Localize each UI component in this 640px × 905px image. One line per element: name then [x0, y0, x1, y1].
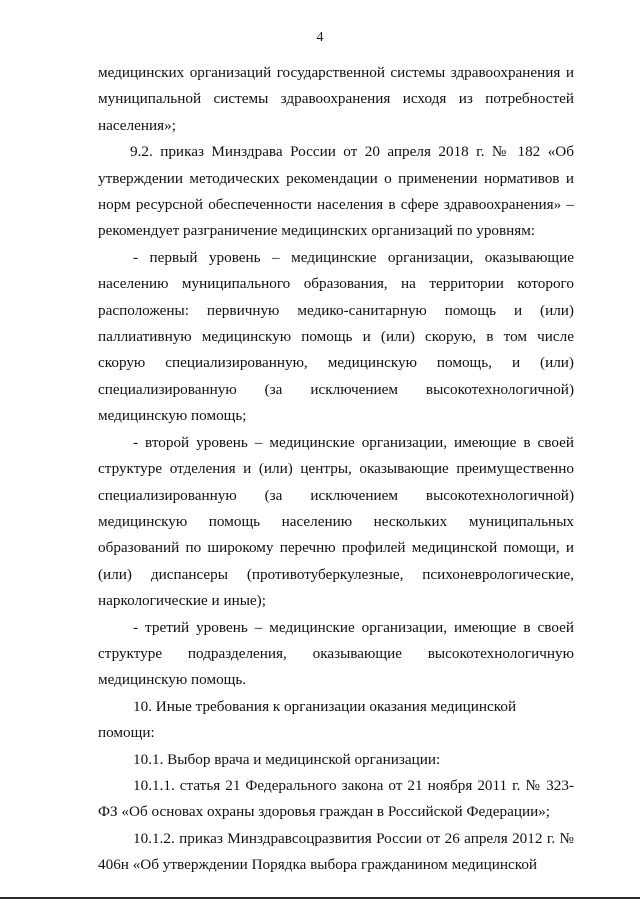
section-10-heading: 10. Иные требования к организации оказания медицинской помощи: — [98, 697, 517, 742]
page-number: 4 — [316, 30, 324, 45]
paragraph-10-1-2: 10.1.2. приказ Минздравсоцразвития России от 26 апреля 2012 г. № 406н «Об утверждении Порядка выбора гражданином медицинской — [98, 829, 574, 874]
paragraph-continuation: медицинских организаций государственной системы здравоохранения и муниципальной системы здравоохранения исходя из потребностей населения»; — [98, 64, 574, 134]
page-bottom-border — [0, 897, 640, 899]
paragraph-10-1-1: 10.1.1. статья 21 Федерального закона от 21 ноября 2011 г. № 323-ФЗ «Об основах охраны здоровья граждан в Российской Федерации»; — [98, 776, 574, 821]
paragraph-9-2: 9.2. приказ Минздрава России от 20 апреля 2018 г. № 182 «Об утверждении методических рекомендации о применении нормативов и норм ресурсной обеспеченности населения в сфере здравоохранения» – рекомендует разграничение медицинских организаций по уровням: — [98, 143, 574, 240]
list-item-level-3: - третий уровень – медицинские организации, имеющие в своей структуре подразделения, оказывающие высокотехнологичную медицинскую помощь. — [98, 618, 574, 689]
subsection-10-1-heading: 10.1. Выбор врача и медицинской организации: — [133, 750, 441, 768]
document-body — [98, 60, 574, 879]
list-item-level-2: - второй уровень – медицинские организации, имеющие в своей структуре отделения и (или) центры, оказывающие преимущественно специализированную (за исключением высокотехнологичной) медицинскую помощь населению нескольких муниципальных образований по широкому перечню профилей медицинской помощи, и (или) диспансеры (противотуберкулезные, психоневрологические, наркологические и иные); — [98, 433, 574, 610]
list-item-level-1: - первый уровень – медицинские организации, оказывающие населению муниципального образования, на территории которого расположены: первичную медико-санитарную помощь и (или) паллиативную медицинскую помощь и (или) скорую, в том числе скорую специализированную, медицинскую помощь, и (или) специализированную (за исключением высокотехнологичной) медицинскую помощь; — [98, 248, 574, 425]
